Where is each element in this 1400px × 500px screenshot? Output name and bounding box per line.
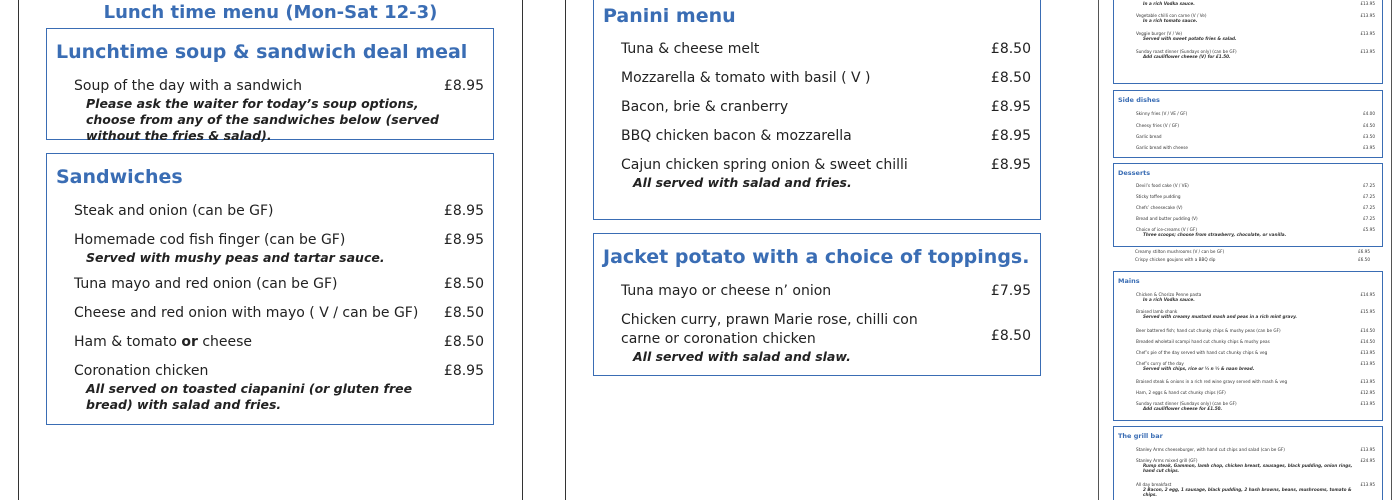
item-price: £8.50 (990, 41, 1031, 57)
item-price: £8.95 (990, 99, 1031, 115)
menu-item: Ham & tomato or cheese £8.50 (74, 334, 484, 350)
menu-item: Braised steak & onions in a rich red wine gravy served with mash & veg £13.95 (1136, 379, 1375, 384)
menu-item: Garlic bread with cheese £3.95 (1136, 145, 1375, 150)
grill-bar-box (1113, 426, 1383, 500)
menu-item: Chef’s pie of the day served with hand cut chunky chips & veg £13.95 (1136, 350, 1375, 355)
mains-box (1113, 271, 1383, 421)
lunch-menu-title: Lunch time menu (Mon-Sat 12-3) (103, 2, 438, 23)
item-price: £8.50 (443, 305, 484, 321)
panini-jacket-page (565, 0, 1065, 500)
item-note: All served with salad and slaw. (633, 349, 851, 364)
menu-item: Chef’s curry of the day £13.95 Served with chips, rice or ½ n ½ & naan bread. (1136, 361, 1375, 371)
sandwiches-title: Sandwiches (56, 166, 183, 188)
menu-item: Chicken & Chorizo Penne pasta £14.95 In a rich Vodka sauce. (1136, 292, 1375, 302)
menu-item: Tuna mayo and red onion (can be GF) £8.50 (74, 276, 484, 292)
item-price: £8.95 (990, 128, 1031, 144)
desserts-title: Desserts (1118, 169, 1151, 177)
mains-title: Mains (1118, 277, 1140, 285)
menu-item: Cajun chicken spring onion & sweet chilli £8.95 All served with salad and fries. (621, 157, 1031, 190)
menu-item: Homemade cod fish finger (can be GF) £8.95 Served with mushy peas and tartar sauce. (74, 232, 484, 265)
side-dishes-box (1113, 90, 1383, 158)
menu-item: Creamy stilton mushrooms (V / can be GF) £6.95 (1135, 249, 1370, 254)
item-price: £8.95 (443, 78, 484, 94)
menu-item: Chefs’ cheesecake (V) £7.25 (1136, 205, 1375, 210)
menu-item: Sunday roast dinner (Sundays only) (can be GF) £13.95 Add cauliflower cheese for £1.50. (1136, 401, 1375, 411)
item-price: £8.50 (990, 70, 1031, 86)
menu-item: Steak and onion (can be GF) £8.95 (74, 203, 484, 219)
menu-item: Cheesy fries (V / GF) £4.50 (1136, 123, 1375, 128)
item-price: £8.95 (443, 203, 484, 219)
menu-item: Chicken curry, prawn Marie rose, chilli con carne or coronation chicken £8.50 All served with salad and slaw. (621, 312, 1031, 364)
item-note: All served with salad and fries. (633, 175, 852, 190)
top-mains-box (1113, 0, 1383, 84)
menu-item: Devil’s food cake (V / VE) £7.25 (1136, 183, 1375, 188)
menu-item: Soup of the day with a sandwich £8.95 Please ask the waiter for today’s soup options, choose from any of the sandwiches below (served without the fries & salad). (74, 78, 484, 143)
panini-title: Panini menu (603, 5, 736, 27)
item-price: £8.95 (443, 232, 484, 248)
soup-box-title: Lunchtime soup & sandwich deal meal (56, 41, 468, 63)
item-price: £8.50 (443, 334, 484, 350)
item-note: All served on toasted ciapanini (or gluten free bread) with salad and fries. (86, 381, 413, 412)
menu-item: All day breakfast £13.95 2 Bacon, 2 egg, 1 sausage, black pudding, 2 hash browns, beans, mushrooms, tomato & chips. (1136, 482, 1375, 497)
item-note: Served with mushy peas and tartar sauce. (86, 250, 385, 265)
menu-item: Beer battered fish; hand cut chunky chips & mushy peas (can be GF) £14.50 (1136, 328, 1375, 333)
menu-item: BBQ chicken bacon & mozzarella £8.95 (621, 128, 1031, 144)
panini-box (593, 0, 1041, 220)
jacket-potato-box (593, 233, 1041, 376)
item-price: £8.95 (990, 157, 1031, 173)
item-price: £8.50 (443, 276, 484, 292)
menu-item: Cheese and red onion with mayo ( V / can be GF) £8.50 (74, 305, 484, 321)
soup-sandwich-box (46, 28, 494, 143)
menu-item: Stanley Arms mixed grill (GF) £24.95 Rump steak, Gammon, lamb chop, chicken breast, sausages, black pudding, onion rings, hand cut chips. (1136, 458, 1375, 473)
menu-item: Coronation chicken £8.95 All served on toasted ciapanini (or gluten free bread) with salad and fries. (74, 363, 484, 412)
menu-item: Mozzarella & tomato with basil ( V ) £8.50 (621, 70, 1031, 86)
menu-item: Tuna & cheese melt £8.50 (621, 41, 1031, 57)
menu-item: Bacon, brie & cranberry £8.95 (621, 99, 1031, 115)
menu-item: Ham, 2 eggs & hand cut chunky chips (GF) £12.95 (1136, 390, 1375, 395)
desserts-box (1113, 163, 1383, 247)
item-price: £8.50 (990, 328, 1031, 344)
grill-title: The grill bar (1118, 432, 1163, 440)
menu-item: Braised lamb shank £15.95 Served with creamy mustard mash and peas in a rich mint gravy. (1136, 309, 1375, 319)
menu-item: Choice of ice-creams (V / GF) £5.95 Three scoops; choose from strawberry, chocolate, or vanilla. (1136, 227, 1375, 237)
lunch-menu-page (18, 0, 523, 500)
sandwiches-box (46, 153, 494, 425)
menu-item: Stanley Arms cheeseburger, with hand cut chips and salad (can be GF) £13.95 (1136, 447, 1375, 452)
menu-item: Crispy chicken goujons with a BBQ dip £6.50 (1135, 257, 1370, 262)
item-note: Please ask the waiter for today’s soup options, choose from any of the sandwiches below (served without the fries & salad). (86, 96, 439, 143)
menu-item: Skinny fries (V / VE / GF) £4.00 (1136, 111, 1375, 116)
sides-title: Side dishes (1118, 96, 1160, 104)
menu-item: Sticky toffee pudding £7.25 (1136, 194, 1375, 199)
menu-item: In a rich Vodka sauce. £13.95 (1143, 1, 1375, 6)
item-price: £7.95 (990, 283, 1031, 299)
menu-item: Sunday roast dinner (Sundays only) (can be GF) £13.95 Add cauliflower cheese (V) for £1.50. (1136, 49, 1375, 59)
menu-item: Bread and butter pudding (V) £7.25 (1136, 216, 1375, 221)
menu-item: Breaded wholetail scampi hand cut chunky chips & mushy peas £14.50 (1136, 339, 1375, 344)
menu-item: Garlic bread £3.50 (1136, 134, 1375, 139)
menu-item: Vegetable chilli con carne (V / Ve) £13.95 In a rich tomato sauce. (1136, 13, 1375, 23)
menu-item: Tuna mayo or cheese n’ onion £7.95 (621, 283, 1031, 299)
item-price: £8.95 (443, 363, 484, 379)
menu-item: Veggie burger (V / Ve) £13.95 Served with sweet potato fries & salad. (1136, 31, 1375, 41)
jacket-title: Jacket potato with a choice of toppings. (603, 246, 1030, 268)
full-menu-page (1098, 0, 1392, 500)
